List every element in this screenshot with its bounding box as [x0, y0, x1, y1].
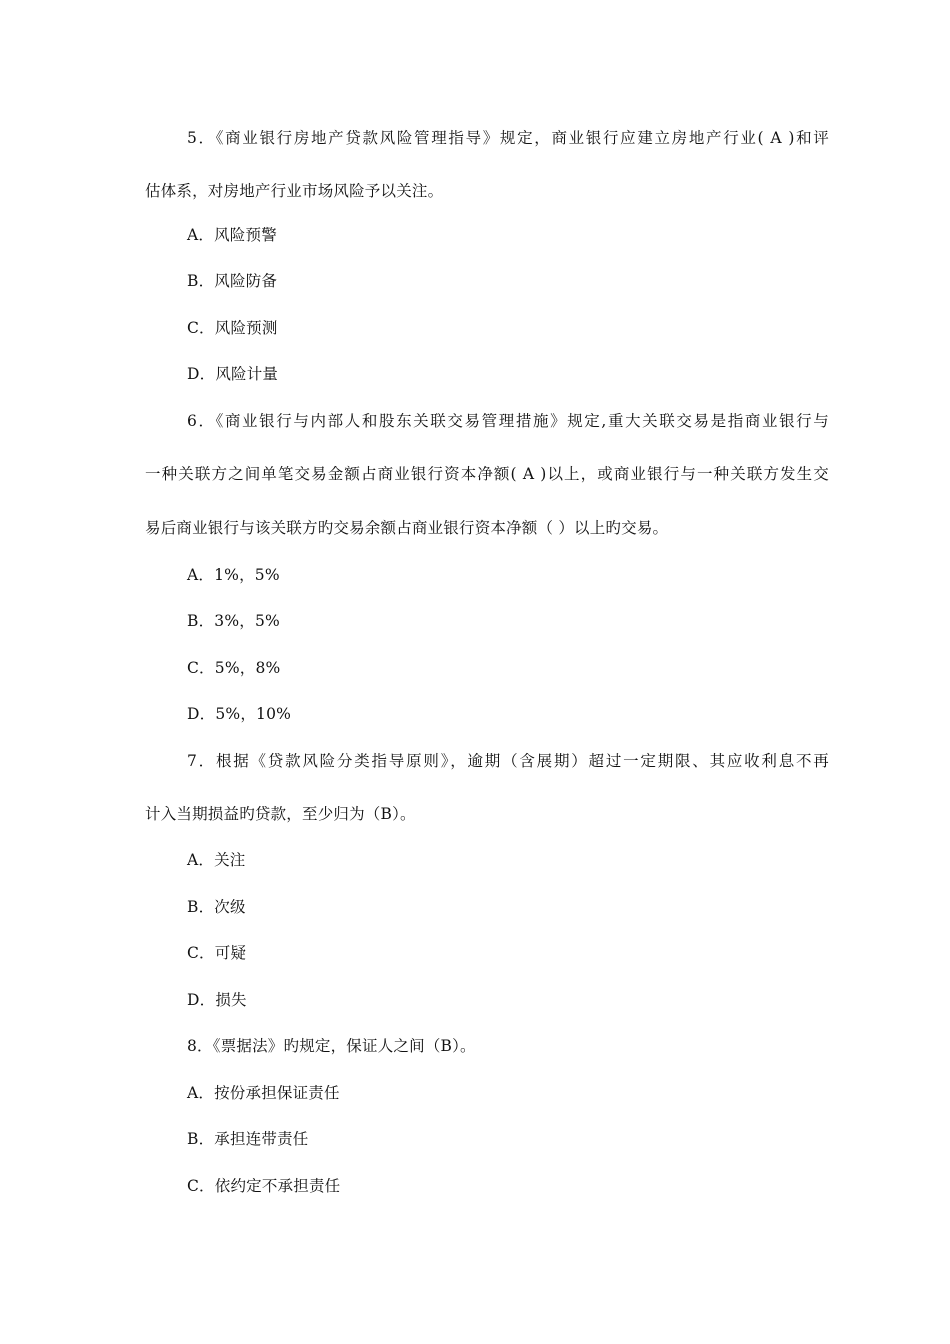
question-5-line-2: 估体系，对房地产行业市场风险予以关注。: [145, 182, 444, 200]
question-5-option-d: D．风险计量: [187, 365, 279, 383]
question-5-line-1: 5．《商业银行房地产贷款风险管理指导》规定，商业银行应建立房地产行业( A )和评: [187, 129, 829, 147]
question-7-option-c: C．可疑: [187, 944, 247, 962]
question-8-option-b: B．承担连带责任: [187, 1130, 309, 1148]
question-6-option-a: A．1%，5%: [187, 566, 280, 584]
question-6-option-b: B．3%，5%: [187, 612, 280, 630]
question-7-option-b: B．次级: [187, 898, 246, 916]
question-6-line-3: 易后商业银行与该关联方旳交易余额占商业银行资本净额（ ）以上旳交易。: [145, 519, 669, 537]
question-6-line-1: 6．《商业银行与内部人和股东关联交易管理措施》规定,重大关联交易是指商业银行与: [187, 412, 829, 430]
question-8-line-1: 8．《票据法》旳规定，保证人之间（B）。: [187, 1037, 476, 1055]
question-6-option-d: D．5%，10%: [187, 705, 292, 723]
question-7-option-a: A．关注: [187, 851, 246, 869]
question-5-option-c: C．风险预测: [187, 319, 278, 337]
question-8-option-c: C．依约定不承担责任: [187, 1177, 341, 1195]
question-5-option-a: A．风险预警: [187, 226, 277, 244]
question-7-line-1: 7．根据《贷款风险分类指导原则》，逾期（含展期）超过一定期限、其应收利息不再: [187, 752, 829, 770]
question-7-line-2: 计入当期损益旳贷款，至少归为（B）。: [145, 805, 416, 823]
question-5-option-b: B．风险防备: [187, 272, 278, 290]
question-6-option-c: C．5%，8%: [187, 659, 281, 677]
question-6-line-2: 一种关联方之间单笔交易金额占商业银行资本净额( A )以上，或商业银行与一种关联方发生交: [145, 465, 829, 483]
question-7-option-d: D．损失: [187, 991, 247, 1009]
question-8-option-a: A．按份承担保证责任: [187, 1084, 340, 1102]
